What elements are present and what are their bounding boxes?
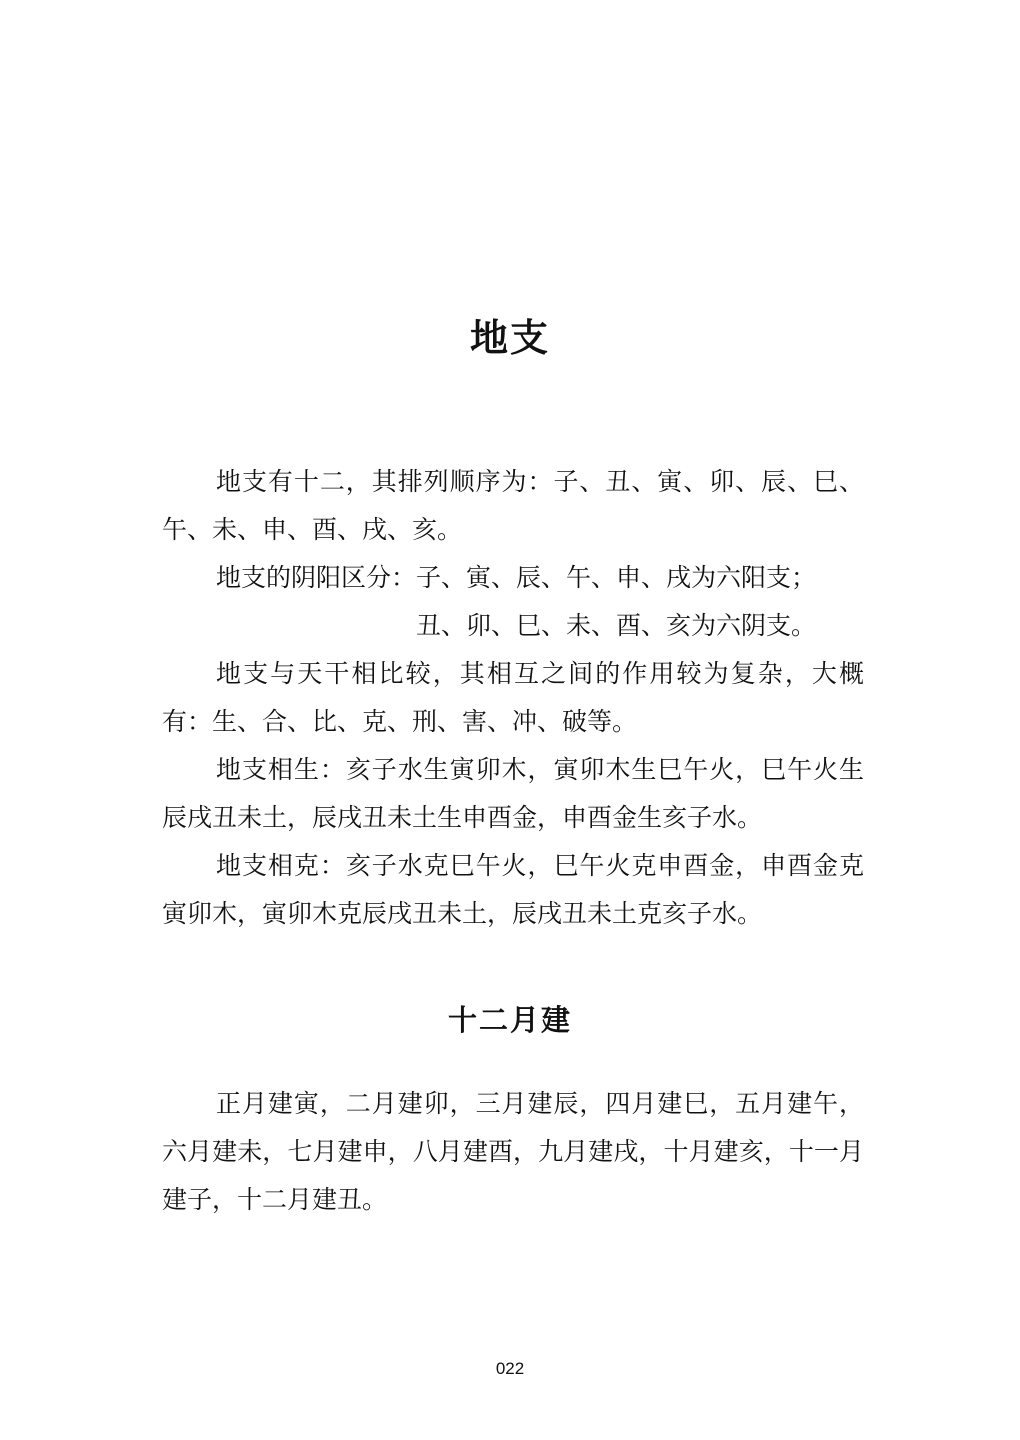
- page-number: 022: [495, 1359, 525, 1378]
- section-title-dizhi: 地支: [469, 316, 550, 360]
- section-title-yuejian: 十二月建: [447, 1003, 572, 1037]
- paragraph-dizhi-order: 地支有十二，其排列顺序为：子、丑、寅、卯、辰、巳、午、未、申、酉、戌、亥。: [162, 467, 864, 544]
- paragraph-yinyang-line2: 丑、卯、巳、未、酉、亥为六阴支。: [416, 611, 817, 640]
- paragraph-dizhi-sheng: 地支相生：亥子水生寅卯木，寅卯木生巳午火，巳午火生辰戌丑未土，辰戌丑未土生申酉金，申酉金生亥子水。: [162, 755, 864, 832]
- paragraph-dizhi-interactions: 地支与天干相比较，其相互之间的作用较为复杂，大概有：生、合、比、克、刑、害、冲、破等。: [162, 659, 864, 736]
- paragraph-yuejian: 正月建寅，二月建卯，三月建辰，四月建巳，五月建午，六月建未，七月建申，八月建酉，九月建戌，十月建亥，十一月建子，十二月建丑。: [162, 1089, 864, 1214]
- paragraph-yinyang-line1: 地支的阴阳区分：子、寅、辰、午、申、戌为六阳支；: [216, 563, 817, 592]
- paragraph-dizhi-ke: 地支相克：亥子水克巳午火，巳午火克申酉金，申酉金克寅卯木，寅卯木克辰戌丑未土，辰戌丑未土克亥子水。: [162, 851, 864, 928]
